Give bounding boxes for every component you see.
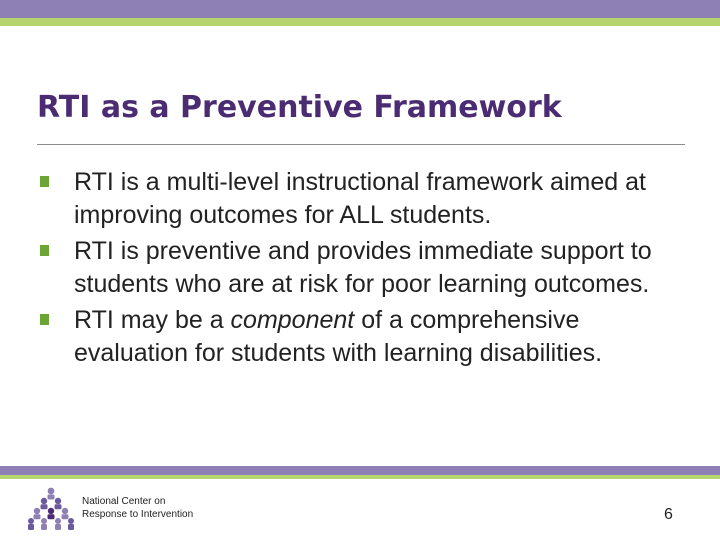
square-bullet-icon	[40, 314, 49, 325]
bullet-item	[40, 166, 700, 232]
top-accent-band-green	[0, 18, 720, 26]
page-number: 6	[664, 506, 673, 523]
bottom-accent-band-purple	[0, 466, 720, 475]
people-pyramid-logo-icon	[27, 484, 75, 532]
bullet-text-after: of a comprehensive evaluation for students with learning disabilities.	[74, 306, 603, 367]
organization-name-line1: National Center on	[82, 496, 166, 507]
bullet-text: RTI is preventive and provides immediate support to students who are at risk for poor learning outcomes.	[74, 237, 652, 298]
slide-title: RTI as a Preventive Framework	[37, 90, 562, 125]
title-divider	[37, 144, 685, 145]
bullet-text-emphasis: component	[230, 306, 355, 334]
bullet-text-before: RTI may be a	[74, 306, 231, 334]
square-bullet-icon	[40, 245, 49, 256]
bullet-item	[40, 304, 700, 370]
organization-name	[82, 495, 193, 521]
bullet-text	[74, 306, 602, 367]
top-accent-band-purple	[0, 0, 720, 18]
bullet-text: RTI is a multi-level instructional framework aimed at improving outcomes for ALL students.	[74, 168, 646, 229]
bullet-list	[40, 166, 700, 373]
bottom-accent-band-green	[0, 475, 720, 479]
organization-name-line2: Response to Intervention	[82, 509, 194, 520]
square-bullet-icon	[40, 176, 49, 187]
bullet-item	[40, 235, 700, 301]
